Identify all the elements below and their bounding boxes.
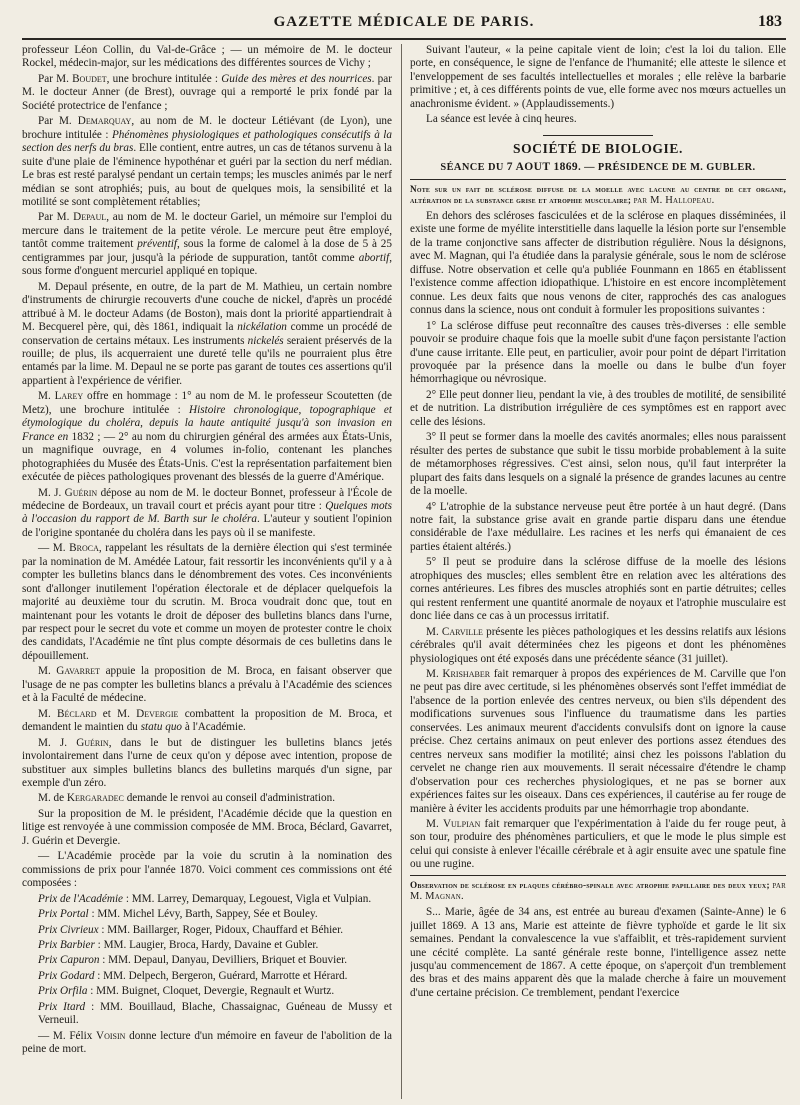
paragraph: Par M. Demarquay, au nom de M. le docteur Létiévant (de Lyon), une brochure intitulée : Phénomènes physiologiques et pathologiques consécutifs à la section des nerfs du bras. Elle contient, entre autres, un cas de tétanos survenu à la suite d'une plaie de l'éminence hypothénar et guéri par la section du nerf médian. Le bras est resté paralysé pendant un certain temps; les muscles animés par le nerf médian se sont atrophiés; puis, au bout de quelques mois, la sensibilité et la motilité se sont complètement rétablies; bbox=[22, 115, 392, 208]
paragraph: M. Krishaber fait remarquer à propos des expériences de M. Carville que l'on ne peut pas dire avec certitude, si les phénomènes observés sont l'effet immédiat de l'absence de la portion enlevée des centres nerveux, ou bien s'ils dépendent des modifications survenues sous l'influence du traumatisme dans les parties conservées. Les animaux meurent d'accidents convulsifs dont on ignore la cause précise. Chez certains animaux on peut enlever des portions assez étendues des centres nerveux sans modifier la motilité; ainsi chez les poissons l'ablation du cervelet ne change rien aux mouvements. Il serait nécessaire d'étendre le champ d'observation pour ces recherches physiologiques, et ne pas se borner aux expériences faites sur les oiseaux. Dans ces expériences, il cautérise au fer rouge de manière à éviter les accidents produits par une hémorrhagie trop abondante. bbox=[410, 667, 786, 815]
page-number: 183 bbox=[758, 13, 782, 30]
paragraph: En dehors des scléroses fasciculées et de la sclérose en plaques disséminées, il existe une forme de myélite interstitielle dans laquelle la lésion porte sur l'ensemble de la trame conjonctive sans affecter de distribution régulière. Nous la désignons, avec M. Magnan, qui l'a étudiée dans la paralysie générale, sous le nom de sclérose diffuse. Notre observation et celle qu'a publiée Founmann en 1865 en établissent l'existence comme affection idiopathique. L'histoire en est encore incomplètement connue. Les deux faits que nous venons de citer, rapprochés des cas analogues connus dans la science, nous ont conduit à formuler les propositions suivantes : bbox=[410, 210, 786, 317]
paragraph: M. Béclard et M. Devergie combattent la proposition de M. Broca, et demandent le maintien du statu quo à l'Académie. bbox=[22, 707, 392, 734]
paragraph: Sur la proposition de M. le président, l'Académie décide que la question en litige est renvoyée à une commission composée de MM. Broca, Béclard, Gavarret, J. Guérin et Devergie. bbox=[22, 807, 392, 847]
paragraph: — L'Académie procède par la voie du scrutin à la nomination des commissions de prix pour l'année 1870. Voici comment ces commissions ont été composées : bbox=[22, 850, 392, 890]
paragraph: M. Larey offre en hommage : 1° au nom de M. le professeur Scoutetten (de Metz), une brochure intitulée : Histoire chronologique, topographique et étymologique du choléra, depuis la haute antiquité jusqu'à son invasion en France en 1832 ; — 2° au nom du chirurgien général des armées aux États-Unis, un magnifique ouvrage, en 4 volumes in-folio, contenant les planches photographiées du Musée des États-Unis. C'est la représentation parfaitement bien exécutée de pièces pathologiques provenant des blessés de la guerre d'Amérique. bbox=[22, 390, 392, 484]
paragraph: — M. Broca, rappelant les résultats de la dernière élection qui s'est terminée par la nomination de M. Amédée Latour, fait ressortir les inconvénients qu'il y a à compter les bulletins blancs dans le dénombrement des votes. Ces inconvénients sont d'allonger inutilement l'opération électorale et de déplacer quelquefois la majorité au deuxième tour du scrutin. M. Broca voudrait donc que, tout en maintenant pour les votants le droit de déposer des bulletins blancs dans l'urne, par respect pour le secret du vote et comme un moyen de protester contre le choix des candidats, l'Académie ne tînt plus compte désormais de ces bulletins dans le dépouillement. bbox=[22, 542, 392, 662]
section-title: SOCIÉTÉ DE BIOLOGIE. bbox=[513, 140, 683, 156]
paragraph: 4° L'atrophie de la substance nerveuse peut être portée à un haut degré. (Dans notre fait, la substance grise avait en grande partie disparu dans une étendue considérable de l'axe médullaire. Les racines et les nerfs qui émanaient de ces parties étaient altérés.) bbox=[410, 500, 786, 553]
prize-entry: Prix Godard : MM. Delpech, Bergeron, Guérard, Marrotte et Hérard. bbox=[38, 969, 348, 982]
right-column bbox=[410, 44, 786, 1099]
heading-rule bbox=[410, 875, 786, 876]
page-header bbox=[22, 10, 786, 40]
paragraph: S... Marie, âgée de 34 ans, est entrée au bureau d'examen (Sainte-Anne) le 6 juillet 1869. A 13 ans, Marie est atteinte de fièvre typhoïde et garde le lit six semaines. Pendant la convalescence la vue s'affaiblit, et très-rapidement survient une cécité complète. La santé générale reste bonne, l'intelligence assez nette jusqu'au commencement de 1867. A cette époque, on s'aperçoit d'un tremblement des bras et des mains apparent dès que la malade cherche à faire un mouvement d'une certaine précision. Ce tremblement, pendant l'exercice bbox=[410, 906, 786, 999]
paragraph: 3° Il peut se former dans la moelle des cavités anormales; elles nous paraissent résulter des pertes de substance que subit le tissu morbide probablement à la suite de métamorphoses régressives. C'est ainsi, selon nous, qu'il faut interpréter la plupart des faits dans lesquels on a signalé la présence de grandes lacunes au centre de la moelle. bbox=[410, 431, 786, 498]
section-rule bbox=[543, 135, 653, 136]
session-line: SÉANCE DU 7 AOUT 1869. — PRÉSIDENCE DE M. GUBLER. bbox=[440, 161, 756, 174]
column-divider bbox=[401, 44, 402, 1099]
paragraph: 2° Elle peut donner lieu, pendant la vie, à des troubles de motilité, de sensibilité et de nutrition. La distribution irrégulière de ces symptômes est en rapport avec celle des lésions. bbox=[410, 388, 786, 428]
paragraph: Suivant l'auteur, « la peine capitale vient de loin; c'est la loi du talion. Elle porte, en conséquence, le signe de l'enfance de l'humanité; elle atteste le silence et l'enveloppement de ses facultés intellectuelles et morales ; elle relève la barbarie primitive ; et, à ces différents points de vue, elle forme avec nos mœurs actuelles un anachronisme évident. » (Applaudissements.) bbox=[410, 44, 786, 110]
prize-entry: Prix Itard : MM. Bouillaud, Blache, Chassaignac, Guéneau de Mussy et Verneuil. bbox=[38, 1000, 392, 1027]
paragraph: Par M. Boudet, une brochure intitulée : Guide des mères et des nourrices. par M. le docteur Anner (de Brest), ouvrage qui a remporté le prix fondé par la Société protectrice de l'enfance ; bbox=[22, 72, 392, 112]
paragraph: professeur Léon Collin, du Val-de-Grâce ; — un mémoire de M. le docteur Rockel, médecin-major, sur les médications des différentes sources de Vichy ; bbox=[22, 44, 392, 70]
prize-entry: Prix de l'Académie : MM. Larrey, Demarquay, Legouest, Vigla et Vulpian. bbox=[38, 892, 372, 905]
paragraph: M. J. Guérin dépose au nom de M. le docteur Bonnet, professeur à l'École de médecine de Bordeaux, un travail court et précis ayant pour titre : Quelques mots à l'occasion du rapport de M. Barth sur le choléra. L'auteur y soutient l'opinion de l'origine spontanée du choléra dans les pays où il se manifeste. bbox=[22, 486, 392, 539]
heading-rule bbox=[410, 179, 786, 180]
article-heading: Note sur un fait de sclérose diffuse de la moelle avec lacune au centre de cet organe, altération de la substance grise et atrophie musculaire; par M. Hallopeau. bbox=[410, 183, 786, 206]
paragraph: M. Depaul présente, en outre, de la part de M. Mathieu, un certain nombre d'instruments de chirurgie recouverts d'une couche de nickel, d'après un procédé attribué à M. le docteur Adams (de Boston), mais dont la priorité appartiendrait à M. Becquerel père, qui, dès 1861, indiquait la nickélation comme un procédé de conservation de certains métaux. Les instruments nickelés seraient préservés de la rouille; de plus, ils acquerraient une dureté telle qu'ils ne pourraient plus être entamés par la lime. M. Depaul ne se porte pas garant de toutes ces assertions qu'il appartient à l'expérience de vérifier. bbox=[22, 280, 392, 387]
paragraph: M. Gavarret appuie la proposition de M. Broca, en faisant observer que l'usage de ne pas compter les bulletins blancs a prévalu à l'Académie des sciences et à la Faculté de médecine. bbox=[22, 665, 392, 705]
paragraph: 1° La sclérose diffuse peut reconnaître des causes très-diverses : elle semble pouvoir se produire chaque fois que la moelle subit d'une façon persistante l'action d'une cause irritante. Elle peut, en particulier, avoir pour point de départ l'irritation provoquée par la présence dans la moelle ou dans le bulbe d'un foyer hémorrhagique ou névrosique. bbox=[410, 319, 786, 386]
left-column bbox=[22, 44, 392, 1099]
paragraph: M. Vulpian fait remarquer que l'expérimentation à l'aide du fer rouge peut, à son tour, produire des phénomènes particuliers, et que le mode le plus simple est celui qui consiste à enlever l'écaille cérébrale et à agir ensuite avec une spatule fine ou une rugine. bbox=[410, 817, 786, 871]
prize-entry: Prix Portal : MM. Michel Lévy, Barth, Sappey, Sée et Bouley. bbox=[38, 908, 318, 921]
paragraph: La séance est levée à cinq heures. bbox=[426, 113, 577, 126]
paragraph: — M. Félix Voisin donne lecture d'un mémoire en faveur de l'abolition de la peine de mort. bbox=[22, 1029, 392, 1056]
paragraph: M. de Kergaradec demande le renvoi au conseil d'administration. bbox=[38, 792, 335, 805]
prize-entry: Prix Orfila : MM. Buignet, Cloquet, Devergie, Regnault et Wurtz. bbox=[38, 985, 335, 998]
article-heading: Observation de sclérose en plaques cérébro-spinale avec atrophie papillaire des deux yeux; par M. Magnan. bbox=[410, 879, 786, 902]
paragraph: 5° Il peut se produire dans la sclérose diffuse de la moelle des lésions atrophiques des muscles; elles semblent être en relation avec les altérations des cornes antérieures. Les fibres des muscles atrophiés sont en partie détruites; celles qui restent renferment une quantité anormale de noyaux et l'atrophie musculaire est donc liée dans ce cas à un processus irritatif. bbox=[410, 556, 786, 623]
paragraph: M. J. Guérin, dans le but de distinguer les bulletins blancs jetés involontairement dans l'urne de ceux qu'on y dépose avec intention, propose de substituer aux simples bulletins blancs des bulletins marqués d'un signe, par exemple d'un zéro. bbox=[22, 736, 392, 790]
paragraph: M. Carville présente les pièces pathologiques et les dessins relatifs aux lésions cérébrales qu'il avait déterminées chez les pigeons et dont les phénomènes physiologiques ont été exposés dans une précédente séance (31 juillet). bbox=[410, 625, 786, 665]
prize-entry: Prix Civrieux : MM. Baillarger, Roger, Pidoux, Chauffard et Béhier. bbox=[38, 923, 344, 936]
paragraph: Par M. Depaul, au nom de M. le docteur Gariel, un mémoire sur l'emploi du mercure dans le traitement de la petite vérole. Le mercure peut être employé, tantôt comme traitement préventif, sous la forme de calomel à la dose de 5 à 25 centigrammes par jour, jusqu'à la période de suppuration, tantôt comme abortif, sous forme d'onguent mercuriel appliqué en topique. bbox=[22, 211, 392, 278]
journal-title: GAZETTE MÉDICALE DE PARIS. bbox=[273, 14, 535, 30]
prize-entry: Prix Capuron : MM. Depaul, Danyau, Devilliers, Briquet et Bouvier. bbox=[38, 954, 348, 967]
prize-entry: Prix Barbier : MM. Laugier, Broca, Hardy, Davaine et Gubler. bbox=[38, 939, 319, 951]
